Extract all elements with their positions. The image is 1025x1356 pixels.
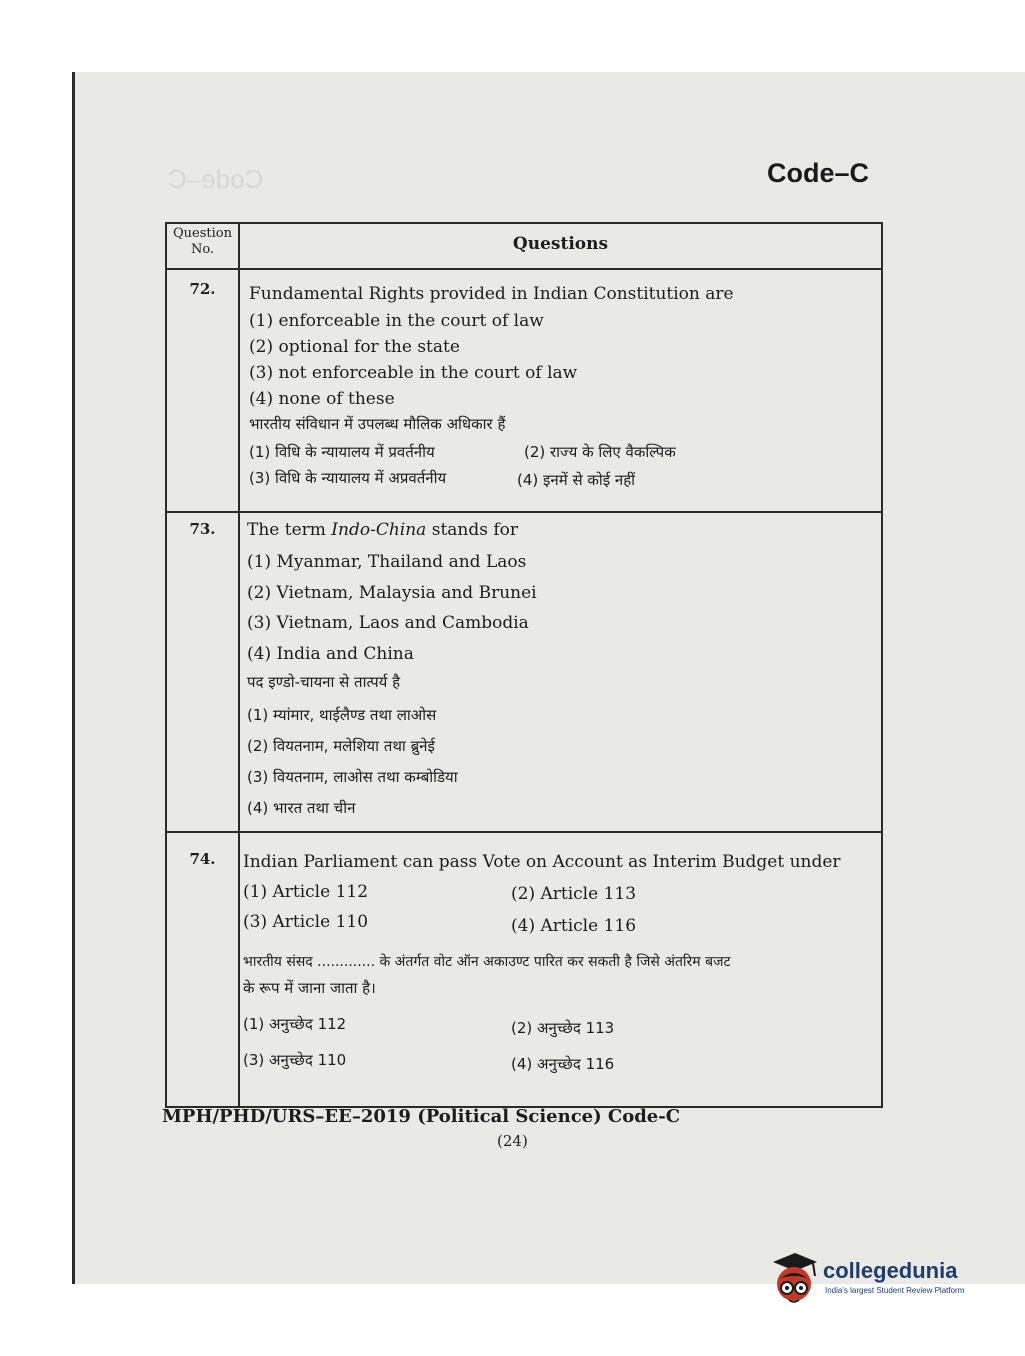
option: (1) Myanmar, Thailand and Laos bbox=[247, 552, 527, 572]
hindi-option: (1) विधि के न्यायालय में प्रवर्तनीय bbox=[249, 443, 435, 461]
option: (4) India and China bbox=[247, 644, 414, 664]
option: (3) not enforceable in the court of law bbox=[249, 363, 578, 383]
column-divider bbox=[238, 224, 240, 1106]
paper-footer: MPH/PHD/URS–EE–2019 (Political Science) Code-C bbox=[162, 1106, 681, 1127]
question-stem: Indian Parliament can pass Vote on Account as Interim Budget under bbox=[243, 852, 841, 872]
row-divider bbox=[167, 831, 881, 833]
option: (4) Article 116 bbox=[511, 916, 637, 936]
option: (3) Vietnam, Laos and Cambodia bbox=[247, 613, 529, 633]
hindi-question-stem: भारतीय संविधान में उपलब्ध मौलिक अधिकार हैं bbox=[249, 415, 506, 433]
header-questions: Questions bbox=[512, 234, 609, 254]
question-stem: The term Indo-China stands for bbox=[247, 520, 519, 540]
hindi-question-stem: भारतीय संसद ............. के अंतर्गत वोट ऑन अकाउण्ट पारित कर सकती है जिसे अंतरिम बजट bbox=[243, 954, 731, 970]
question-stem: Fundamental Rights provided in Indian Constitution are bbox=[249, 284, 734, 304]
page-number: (24) bbox=[497, 1132, 528, 1150]
option: (1) Article 112 bbox=[243, 882, 369, 902]
question-table bbox=[165, 222, 883, 1108]
collegedunia-logo bbox=[767, 1250, 997, 1320]
hindi-option: (3) विधि के न्यायालय में अप्रवर्तनीय bbox=[249, 469, 447, 487]
row-divider bbox=[167, 511, 881, 513]
hindi-question-stem: पद इण्डो-चायना से तात्पर्य है bbox=[247, 673, 401, 691]
hindi-option: (4) इनमें से कोई नहीं bbox=[517, 471, 636, 489]
logo-tagline: India's largest Student Review Platform bbox=[825, 1286, 965, 1295]
student-mascot-icon bbox=[767, 1250, 821, 1320]
hindi-option: (3) वियतनाम, लाओस तथा कम्बोडिया bbox=[247, 768, 458, 786]
question-number: 73. bbox=[189, 520, 216, 538]
hindi-option: (2) वियतनाम, मलेशिया तथा ब्रुनेई bbox=[247, 737, 435, 755]
option: (3) Article 110 bbox=[243, 912, 369, 932]
question-number: 72. bbox=[189, 280, 216, 298]
option: (1) enforceable in the court of law bbox=[249, 311, 544, 331]
question-number: 74. bbox=[189, 850, 216, 868]
header-divider bbox=[167, 268, 881, 270]
hindi-option: (1) अनुच्छेद 112 bbox=[243, 1015, 347, 1033]
header-question-no: Question No. bbox=[173, 226, 232, 257]
hindi-option: (2) अनुच्छेद 113 bbox=[511, 1019, 615, 1037]
option: (2) Article 113 bbox=[511, 884, 637, 904]
hindi-option: (4) अनुच्छेद 116 bbox=[511, 1055, 615, 1073]
show-through-code-label: Code–C bbox=[168, 164, 264, 194]
hindi-option: (4) भारत तथा चीन bbox=[247, 799, 356, 817]
option: (2) Vietnam, Malaysia and Brunei bbox=[247, 583, 537, 603]
hindi-option: (3) अनुच्छेद 110 bbox=[243, 1051, 347, 1069]
option: (4) none of these bbox=[249, 389, 395, 409]
option: (2) optional for the state bbox=[249, 337, 460, 357]
hindi-question-stem-continued: के रूप में जाना जाता है। bbox=[243, 979, 376, 997]
logo-wordmark: collegedunia bbox=[823, 1258, 958, 1283]
hindi-option: (2) राज्य के लिए वैकल्पिक bbox=[524, 443, 676, 461]
hindi-option: (1) म्यांमार, थाईलैण्ड तथा लाओस bbox=[247, 706, 437, 724]
code-label: Code–C bbox=[767, 158, 870, 188]
